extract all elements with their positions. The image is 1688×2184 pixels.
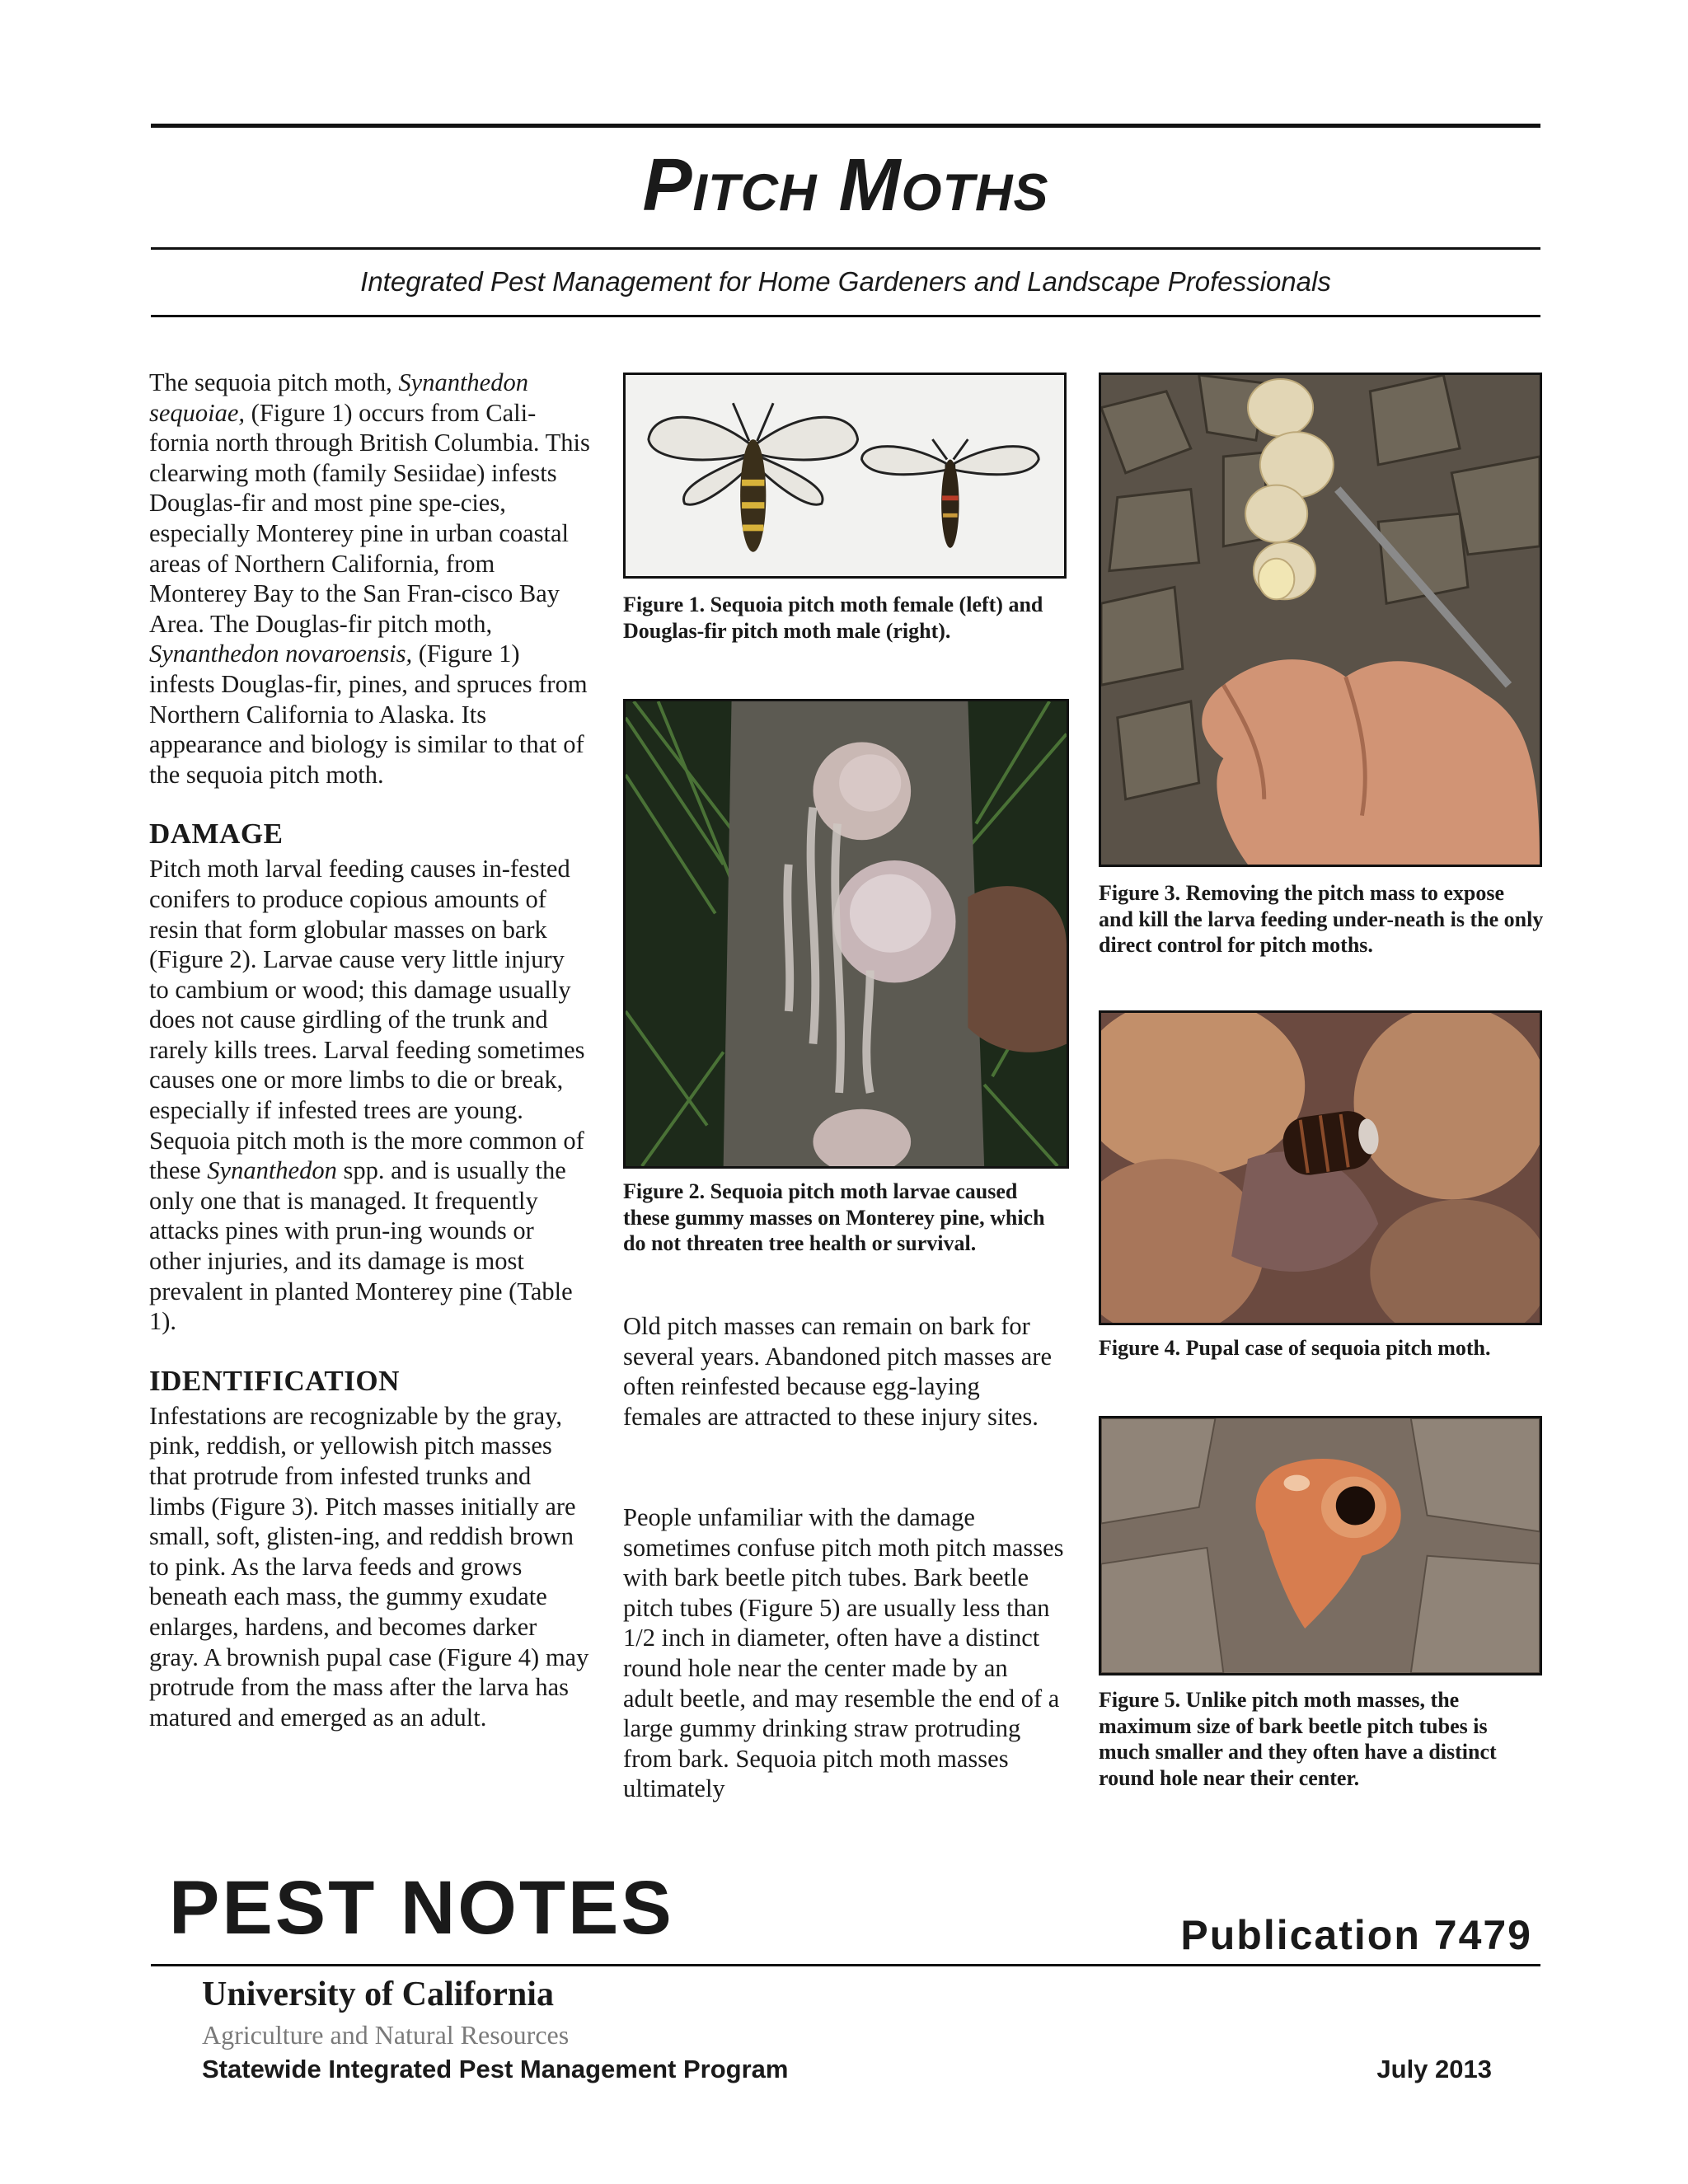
bark-beetle-tube-image: [1101, 1418, 1540, 1673]
text-run: (Figure 1) infests Douglas-fir, pines, and spruces from Northern California to Alaska. Its appearance and biology is similar to that of the sequoia pitch moth.: [149, 640, 588, 789]
figure-3-caption: Figure 3. Removing the pitch mass to expose and kill the larva feeding under-neath is the only direct control for pitch moths.: [1099, 881, 1544, 957]
text-run: spp. and is usually the only one that is managed. It frequently attacks pines with prun-ing wounds or other injuries, and its damage is most prevalent in planted Monterey pine (Table 1).: [149, 1156, 573, 1336]
figure-1-photo: [623, 373, 1067, 579]
anr-wordmark: Agriculture and Natural Resources: [202, 2020, 570, 2050]
identification-paragraph: [149, 1401, 590, 1733]
figure-5-caption: Figure 5. Unlike pitch moth masses, the maximum size of bark beetle pitch tubes is much smaller and they often have a distinct round hole near their center.: [1099, 1688, 1497, 1790]
publication-date: July 2013: [1376, 2055, 1492, 2083]
publication-number: Publication 7479: [1180, 1912, 1532, 1958]
header-top-rule: [151, 124, 1540, 128]
bark-hand-image: [1101, 375, 1540, 865]
italic-term: Synanthedon sequoiae,: [149, 368, 528, 427]
pupal-case-image: [1101, 1013, 1540, 1323]
identification-heading: IDENTIFICATION: [149, 1364, 400, 1397]
damage-heading: DAMAGE: [149, 818, 284, 851]
uc-logo-wordmark: University of California: [202, 1975, 554, 2013]
header-bottom-rule: [151, 315, 1540, 317]
program-name: Statewide Integrated Pest Management Program: [202, 2055, 789, 2083]
pest-notes-logo: [169, 1866, 977, 1978]
column-middle-paragraph-2: People unfamiliar with the damage sometimes confuse pitch moth pitch masses with bark beetle pitch tubes. Bark beetle pitch tubes (Figure 5) are usually less than 1/2 inch in diameter, often have a distinct round hole near the center made by an adult beetle, and may resemble the end of a large gummy drinking straw protruding from bark. Sequoia pitch moth masses ultimately: [623, 1503, 1064, 1803]
pest-notes-wordmark: [169, 1866, 977, 1950]
page-title: [151, 144, 1540, 227]
figure-5-photo: [1099, 1416, 1542, 1675]
page-subtitle: Integrated Pest Management for Home Gardeners and Landscape Professionals: [360, 266, 1331, 297]
text-run: (Figure 1) occurs from Cali-fornia north through British Columbia. This clearwing moth (family Sesiidae) infests Douglas-fir and most pine spe-cies, especially Monterey pine in urban coastal areas of Northern California, from Monterey Bay to the San Fran-cisco Bay Area. The Douglas-fir pitch moth,: [149, 398, 590, 638]
page-title-text: Pitch Moths: [642, 144, 1049, 227]
pest-notes-text: PEST NOTES: [169, 1866, 674, 1950]
figure-3-photo: [1099, 373, 1542, 867]
column-left: [149, 368, 590, 1732]
text-run: Infestations are recognizable by the gray, pink, reddish, or yellowish pitch masses that protrude from infested trunks and limbs (Figure 3). Pitch masses initially are small, soft, glisten-ing, and reddish brown to pink. As the larva feeds and grows beneath each mass, the gummy exudate enlarges, hardens, and becomes darker gray. A brownish pupal case (Figure 4) may protrude from the mass after the larva has matured and emerged as an adult.: [149, 1401, 589, 1732]
figure-2-caption: Figure 2. Sequoia pitch moth larvae caused these gummy masses on Monterey pine, which do not threaten tree health or survival.: [623, 1179, 1045, 1255]
text-run: Pitch moth larval feeding causes in-fested conifers to produce copious amounts of resin that form globular masses on bark (Figure 2). Larvae cause very little injury to cambium or wood; this damage usually does not cause girdling of the trunk and rarely kills trees. Larval feeding sometimes causes one or more limbs to die or break, especially if infested trees are young. Sequoia pitch moth is the more common of these: [149, 855, 585, 1185]
figure-4-photo: [1099, 1010, 1542, 1325]
italic-term: Synanthedon: [207, 1156, 337, 1185]
figure-1-caption: Figure 1. Sequoia pitch moth female (left) and Douglas-fir pitch moth male (right).: [623, 593, 1043, 643]
figure-2-photo: [623, 699, 1069, 1169]
text-run: The sequoia pitch moth,: [149, 368, 399, 396]
intro-paragraph: [149, 368, 590, 790]
damage-paragraph: [149, 854, 590, 1337]
pine-trunk-image: [626, 701, 1067, 1166]
header-middle-rule: [151, 247, 1540, 250]
footer-rule: [151, 1964, 1540, 1966]
column-middle-paragraph-1: Old pitch masses can remain on bark for several years. Abandoned pitch masses are often reinfested because egg-laying females are attracted to these injury sites.: [623, 1312, 1053, 1431]
italic-term: Synanthedon novaroensis,: [149, 640, 413, 668]
moths-image: [626, 375, 1064, 576]
figure-4-caption: Figure 4. Pupal case of sequoia pitch moth.: [1099, 1336, 1491, 1360]
